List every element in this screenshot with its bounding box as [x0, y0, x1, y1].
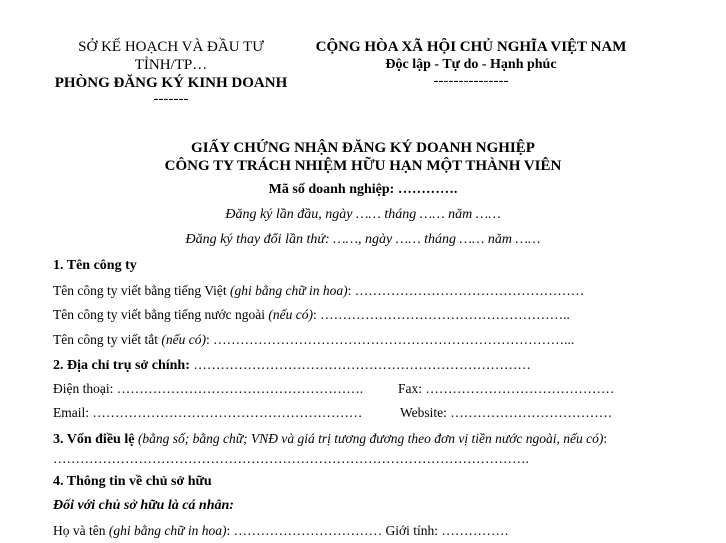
section-2-heading: 2. Địa chỉ trụ sở chính:	[53, 358, 194, 373]
registration-office-line: PHÒNG ĐĂNG KÝ KINH DOANH	[54, 75, 288, 91]
section-1-heading: 1. Tên công ty	[53, 258, 137, 273]
owner-name-row	[53, 522, 509, 540]
department-line: SỞ KẾ HOẠCH VÀ ĐẦU TƯ	[78, 39, 264, 55]
header-right	[302, 38, 640, 88]
owner-gender-field: Giới tính: ……………	[382, 523, 509, 538]
left-separator: -------	[153, 91, 189, 107]
province-line: TỈNH/TP…	[134, 57, 208, 73]
title-line-2: CÔNG TY TRÁCH NHIỆM HỮU HẠN MỘT THÀNH VIÊN	[164, 158, 562, 174]
company-name-vn-note: (ghi bằng chữ in hoa)	[230, 283, 348, 298]
company-short-name-fill: : ……………………………………………………………………...	[205, 332, 575, 347]
section-3-heading: 3. Vốn điều lệ	[53, 432, 138, 447]
company-short-name-row	[53, 331, 574, 349]
first-registration-line: Đăng ký lần đầu, ngày …… tháng …… năm ……	[225, 207, 501, 222]
email-field: Email: ……………………………………………………	[53, 405, 363, 420]
owner-name-label: Họ và tên	[53, 523, 109, 538]
section-3-colon: :	[603, 431, 608, 446]
owner-name-fill: : ……………………………	[226, 523, 383, 538]
header-left	[40, 38, 302, 106]
right-separator: ---------------	[433, 73, 509, 89]
change-registration-line: Đăng ký thay đổi lần thứ: ……, ngày …… tháng …… năm ……	[185, 232, 541, 247]
section-3-fill: …………………………………………………………………………………………….	[53, 451, 529, 466]
company-name-vn-row	[53, 282, 584, 300]
title-line-1: GIẤY CHỨNG NHẬN ĐĂNG KÝ DOANH NGHIỆP	[191, 140, 535, 156]
company-name-vn-label: Tên công ty viết bằng tiếng Việt	[53, 283, 231, 298]
company-name-foreign-label: Tên công ty viết bằng tiếng nước ngoài	[53, 307, 269, 322]
company-name-foreign-fill: : ………………………………………………..	[313, 307, 570, 322]
section-4-heading: 4. Thông tin về chủ sở hữu	[53, 474, 212, 489]
section-3-row	[53, 430, 607, 449]
phone-field: Điện thoại: ……………………………………………….	[53, 381, 364, 396]
owner-name-note: (ghi bằng chữ in hoa)	[108, 523, 227, 538]
country-name: CỘNG HÒA XÃ HỘI CHỦ NGHĨA VIỆT NAM	[315, 39, 627, 55]
motto: Độc lập - Tự do - Hạnh phúc	[385, 57, 557, 72]
section-3-note: (bằng số; bằng chữ; VNĐ và giá trị tương đương theo đơn vị tiền nước ngoài, nếu có)	[137, 431, 604, 446]
section-2-fill: …………………………………………………………………	[193, 357, 531, 372]
website-field: Website: ………………………………	[400, 405, 613, 420]
company-short-name-label: Tên công ty viết tắt	[53, 332, 162, 347]
company-name-foreign-note: (nếu có)	[268, 307, 314, 322]
company-name-foreign-row	[53, 306, 570, 324]
fax-field: Fax: ……………………………………	[398, 381, 615, 396]
company-short-name-note: (nếu có)	[161, 332, 206, 347]
individual-owner-heading: Đối với chủ sở hữu là cá nhân:	[53, 498, 234, 513]
section-2-row	[53, 356, 531, 375]
company-name-vn-fill: : ……………………………………………	[347, 283, 585, 298]
document-title	[0, 139, 726, 175]
tax-code-line: Mã số doanh nghiệp: ………….	[268, 182, 458, 197]
